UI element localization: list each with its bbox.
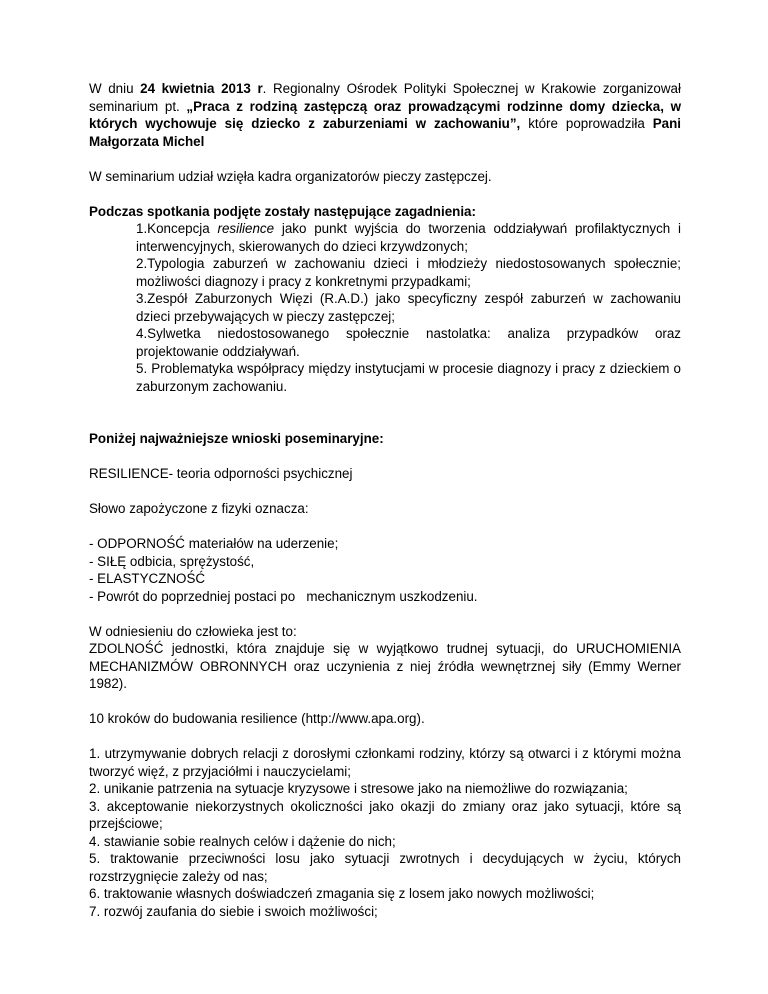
document-page bbox=[89, 80, 681, 920]
list-item: - ELASTYCZNOŚĆ bbox=[89, 571, 206, 586]
topic-item-5: 5. Problematyka współpracy między instytucjami w procesie diagnozy i pracy z dzieckiem o zaburzonym zachowaniu. bbox=[136, 361, 681, 394]
resilience-definition: RESILIENCE- teoria odporności psychicznej bbox=[89, 466, 353, 481]
topic-item-4: 4.Sylwetka niedostosowanego społecznie nastolatka: analiza przypadków oraz projektowanie oddziaływań. bbox=[136, 326, 681, 359]
topic-item-2: 2.Typologia zaburzeń w zachowaniu dzieci i młodzieży niedostosowanych społecznie; możliwości diagnozy i pracy z konkretnymi przypadkami; bbox=[136, 256, 681, 289]
seminar-leader: Pani Małgorzata Michel bbox=[89, 116, 681, 149]
participants-paragraph: W seminarium udział wzięła kadra organizatorów pieczy zastępczej. bbox=[89, 168, 492, 184]
intro-text-1: W dniu bbox=[89, 81, 141, 96]
topic-1-term: resilience bbox=[217, 221, 275, 236]
list-item: 5. traktowanie przeciwności losu jako sytuacji zwrotnych i decydujących w życiu, których rozstrzygnięcie zależy od nas; bbox=[89, 851, 681, 884]
list-item: 4. stawianie sobie realnych celów i dążenie do nich; bbox=[89, 833, 396, 849]
steps-list bbox=[89, 745, 681, 920]
topics-heading bbox=[89, 203, 681, 221]
topic-item-3: 3.Zespół Zaburzonych Więzi (R.A.D.) jako specyficzny zespół zaburzeń w zachowaniu dzieci przebywających w pieczy zastępczej; bbox=[136, 291, 681, 324]
list-item: - ODPORNOŚĆ materiałów na uderzenie; bbox=[89, 536, 339, 551]
list-item: - SIŁĘ odbicia, sprężystość, bbox=[89, 553, 255, 569]
list-item: 3. akceptowanie niekorzystnych okoliczności jako okazji do zmiany oraz jako sytuacji, które są przejściowe; bbox=[89, 798, 681, 831]
topic-1-text: jako punkt wyjścia do tworzenia oddziaływań profilaktycznych i interwencyjnych, skierowanych do dzieci krzywdzonych; bbox=[136, 221, 682, 254]
list-item: - Powrót do poprzedniej postaci po mechanicznym uszkodzeniu. bbox=[89, 588, 478, 604]
physics-list bbox=[89, 535, 681, 605]
list-item: 7. rozwój zaufania do siebie i swoich możliwości; bbox=[89, 903, 378, 919]
seminar-date: 24 kwietnia 2013 r bbox=[140, 81, 263, 96]
list-item: 2. unikanie patrzenia na sytuacje kryzysowe i stresowe jako na niemożliwe do rozwiązania; bbox=[89, 781, 628, 796]
intro-paragraph bbox=[89, 80, 681, 150]
list-item: 1. utrzymywanie dobrych relacji z dorosłymi członkami rodziny, którzy są otwarci i z którymi można tworzyć więź, z przyjaciółmi i nauczycielami; bbox=[89, 746, 681, 779]
conclusions-heading bbox=[89, 430, 681, 448]
steps-intro: 10 kroków do budowania resilience (http://www.apa.org). bbox=[89, 711, 425, 726]
list-item: 6. traktowanie własnych doświadczeń zmagania się z losem jako nowych możliwości; bbox=[89, 886, 595, 901]
intro-text-3: które poprowadziła bbox=[520, 116, 653, 131]
topic-item-1 bbox=[89, 220, 681, 255]
topics-heading-text: Podczas spotkania podjęte zostały następujące zagadnienia: bbox=[89, 203, 476, 219]
intro-text-2: . Regionalny Ośrodek Polityki Społecznej w Krakowie zorganizował seminarium pt. bbox=[89, 81, 681, 114]
human-definition: ZDOLNOŚĆ jednostki, która znajduje się w wyjątkowo trudnej sytuacji, do URUCHOMIENIA MECHANIZMÓW OBRONNYCH oraz uczynienia z niej źródła wewnętrznej siły (Emmy Werner 1982). bbox=[89, 641, 681, 691]
human-intro: W odniesieniu do człowieka jest to: bbox=[89, 623, 297, 639]
physics-intro: Słowo zapożyczone z fizyki oznacza: bbox=[89, 501, 309, 516]
topic-1-prefix: 1.Koncepcja bbox=[136, 221, 218, 236]
conclusions-heading-text: Poniżej najważniejsze wnioski poseminaryjne: bbox=[89, 431, 384, 446]
seminar-title: „Praca z rodziną zastępczą oraz prowadzącymi rodzinne domy dziecka, w których wychowuje się dziecko z zaburzeniami w zachowaniu”, bbox=[89, 98, 681, 131]
